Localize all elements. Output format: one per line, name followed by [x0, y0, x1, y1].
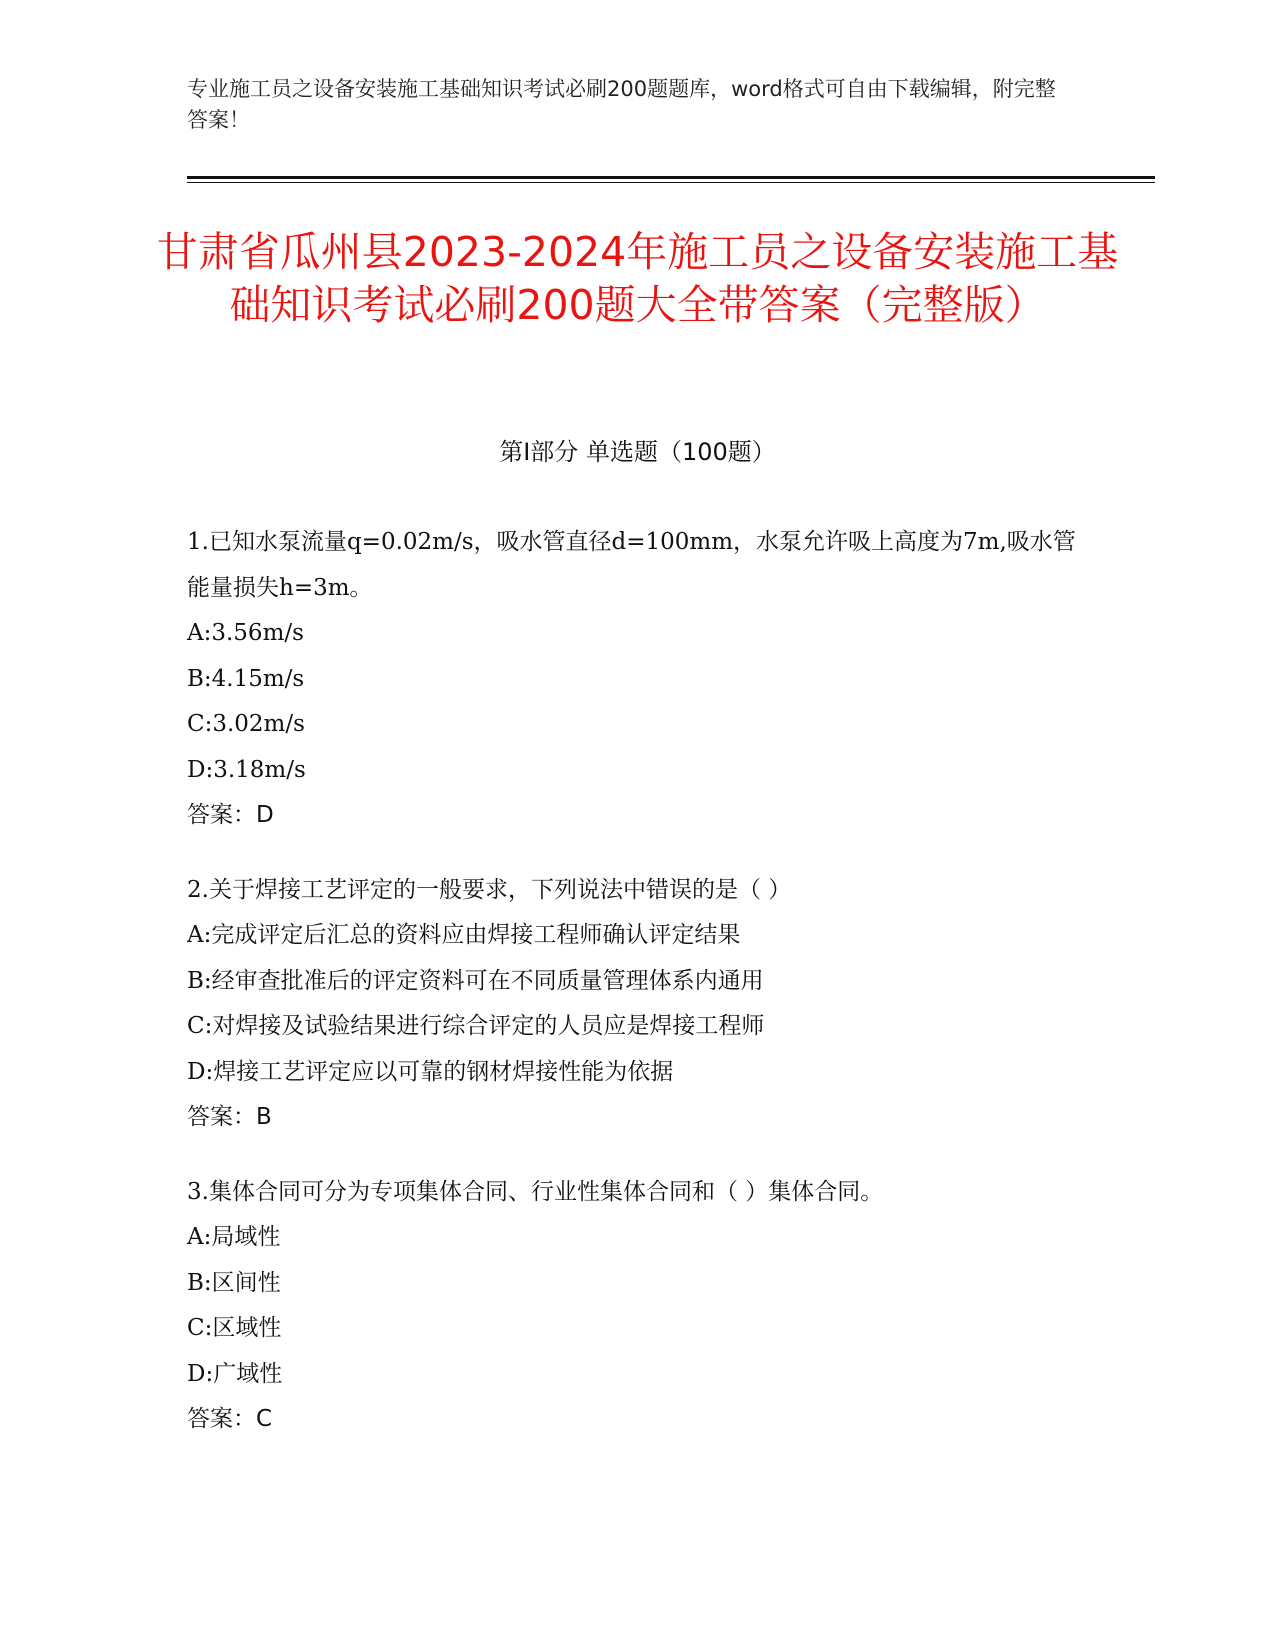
option-c: C:对焊接及试验结果进行综合评定的人员应是焊接工程师 — [187, 1013, 765, 1039]
question-1 — [187, 520, 1082, 839]
question-2 — [187, 868, 1082, 1141]
option-c: C:3.02m/s — [187, 711, 305, 737]
option-a: A:完成评定后汇总的资料应由焊接工程师确认评定结果 — [187, 922, 741, 948]
option-b: B:4.15m/s — [187, 665, 305, 692]
header-rule-thick — [187, 176, 1155, 179]
option-d: D:焊接工艺评定应以可靠的钢材焊接性能为依据 — [187, 1058, 674, 1085]
option-a: A:局域性 — [187, 1224, 281, 1250]
section-title: 第Ⅰ部分 单选题（100题） — [499, 438, 776, 466]
answer: 答案：C — [187, 1406, 273, 1432]
answer: 答案：B — [187, 1104, 272, 1130]
question-stem: 3.集体合同可分为专项集体合同、行业性集体合同和（ ）集体合同。 — [187, 1178, 884, 1205]
option-d: D:广域性 — [187, 1360, 283, 1387]
option-b: B:经审查批准后的评定资料可在不同质量管理体系内通用 — [187, 967, 764, 994]
question-stem: 1.已知水泵流量q=0.02m/s，吸水管直径d=100mm，水泵允许吸上高度为7m,吸水管能量损失h=3m。 — [187, 529, 1076, 601]
question-list — [187, 520, 1082, 1472]
option-a: A:3.56m/s — [187, 620, 304, 646]
question-stem: 2.关于焊接工艺评定的一般要求，下列说法中错误的是（ ） — [187, 876, 792, 903]
answer: 答案：D — [187, 802, 274, 828]
header-rule-thin — [187, 182, 1155, 183]
option-d: D:3.18m/s — [187, 756, 306, 783]
question-3 — [187, 1170, 1082, 1443]
document-title: 甘肃省瓜州县2023-2024年施工员之设备安装施工基础知识考试必刷200题大全带答案（完整版） — [156, 228, 1119, 329]
header-note: 专业施工员之设备安装施工基础知识考试必刷200题题库，word格式可自由下载编辑，附完整答案！ — [187, 77, 1056, 132]
option-b: B:区间性 — [187, 1269, 281, 1296]
option-c: C:区域性 — [187, 1315, 282, 1341]
